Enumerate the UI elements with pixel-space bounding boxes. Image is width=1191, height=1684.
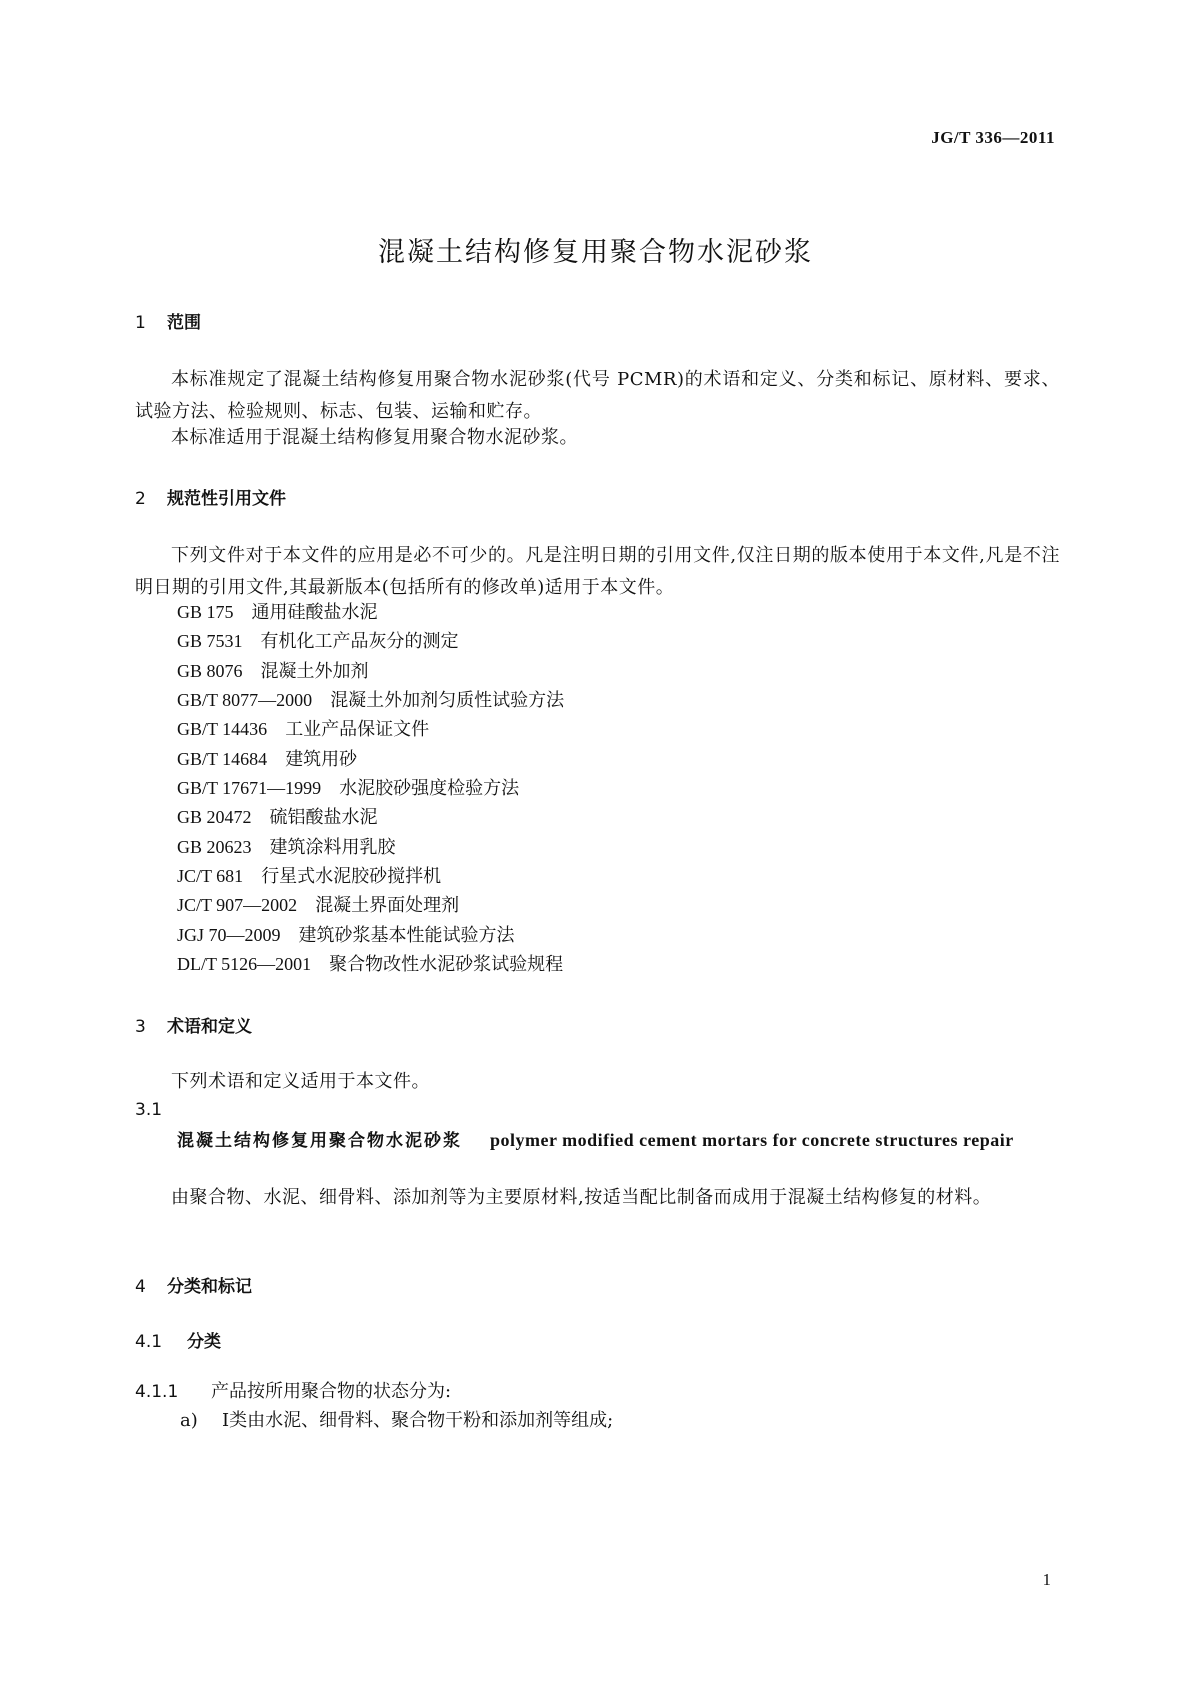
list-item bbox=[180, 1405, 613, 1437]
section-4-heading bbox=[135, 1272, 252, 1297]
clause-number: 4.1.1 bbox=[135, 1382, 179, 1402]
section-3-heading bbox=[135, 1012, 252, 1037]
section-number: 3 bbox=[135, 1017, 146, 1037]
section-title: 规范性引用文件 bbox=[167, 489, 286, 509]
reference-item: GB 20472 硫铝酸盐水泥 bbox=[177, 807, 378, 828]
reference-item: GB/T 14436 工业产品保证文件 bbox=[177, 719, 430, 740]
list-text: Ⅰ类由水泥、细骨料、聚合物干粉和添加剂等组成; bbox=[222, 1410, 614, 1431]
reference-item: JC/T 681 行星式水泥胶砂搅拌机 bbox=[177, 866, 442, 887]
terms-intro: 下列术语和定义适用于本文件。 bbox=[171, 1071, 430, 1092]
standard-code: JG/T 336—2011 bbox=[931, 128, 1055, 147]
reference-item: GB 175 通用硅酸盐水泥 bbox=[177, 602, 378, 623]
reference-item: DL/T 5126—2001 聚合物改性水泥砂浆试验规程 bbox=[177, 954, 564, 975]
term-chinese: 混凝土结构修复用聚合物水泥砂浆 bbox=[177, 1131, 462, 1151]
document-title: 混凝土结构修复用聚合物水泥砂浆 bbox=[378, 237, 813, 268]
term-entry bbox=[135, 1124, 1060, 1157]
reference-item: JC/T 907—2002 混凝土界面处理剂 bbox=[177, 895, 460, 916]
clause-text: 产品按所用聚合物的状态分为: bbox=[211, 1381, 452, 1402]
subsection-number: 4.1 bbox=[135, 1332, 163, 1352]
references-intro: 下列文件对于本文件的应用是必不可少的。凡是注明日期的引用文件,仅注日期的版本使用于本文件,凡是不注明日期的引用文件,其最新版本(包括所有的修改单)适用于本文件。 bbox=[135, 545, 1060, 598]
reference-item: GB 20623 建筑涂料用乳胶 bbox=[177, 837, 396, 858]
clause-4-1-1 bbox=[135, 1376, 451, 1408]
scope-paragraph-1: 本标准规定了混凝土结构修复用聚合物水泥砂浆(代号 PCMR)的术语和定义、分类和标记、原材料、要求、试验方法、检验规则、标志、包装、运输和贮存。 bbox=[135, 369, 1060, 422]
reference-item: GB/T 17671—1999 水泥胶砂强度检验方法 bbox=[177, 778, 520, 799]
page-number: 1 bbox=[1042, 1570, 1051, 1589]
term-definition: 由聚合物、水泥、细骨料、添加剂等为主要原材料,按适当配比制备而成用于混凝土结构修复的材料。 bbox=[171, 1187, 992, 1208]
section-title: 分类和标记 bbox=[167, 1277, 252, 1297]
subsection-title: 分类 bbox=[187, 1332, 221, 1352]
section-number: 4 bbox=[135, 1277, 146, 1297]
section-number: 2 bbox=[135, 489, 146, 509]
term-english: polymer modified cement mortars for concrete structures repair bbox=[490, 1130, 1014, 1150]
section-1-heading bbox=[135, 308, 201, 333]
scope-paragraph-2: 本标准适用于混凝土结构修复用聚合物水泥砂浆。 bbox=[171, 427, 578, 448]
reference-item: GB 8076 混凝土外加剂 bbox=[177, 661, 369, 682]
term-number: 3.1 bbox=[135, 1100, 163, 1120]
reference-item: JGJ 70—2009 建筑砂浆基本性能试验方法 bbox=[177, 925, 515, 946]
reference-item: GB 7531 有机化工产品灰分的测定 bbox=[177, 631, 459, 652]
list-marker: a) bbox=[180, 1410, 198, 1431]
section-number: 1 bbox=[135, 313, 146, 333]
reference-item: GB/T 8077—2000 混凝土外加剂匀质性试验方法 bbox=[177, 690, 565, 711]
subsection-4-1-heading bbox=[135, 1327, 221, 1352]
section-title: 范围 bbox=[167, 313, 201, 333]
section-2-heading bbox=[135, 484, 286, 509]
reference-item: GB/T 14684 建筑用砂 bbox=[177, 749, 358, 770]
section-title: 术语和定义 bbox=[167, 1017, 252, 1037]
